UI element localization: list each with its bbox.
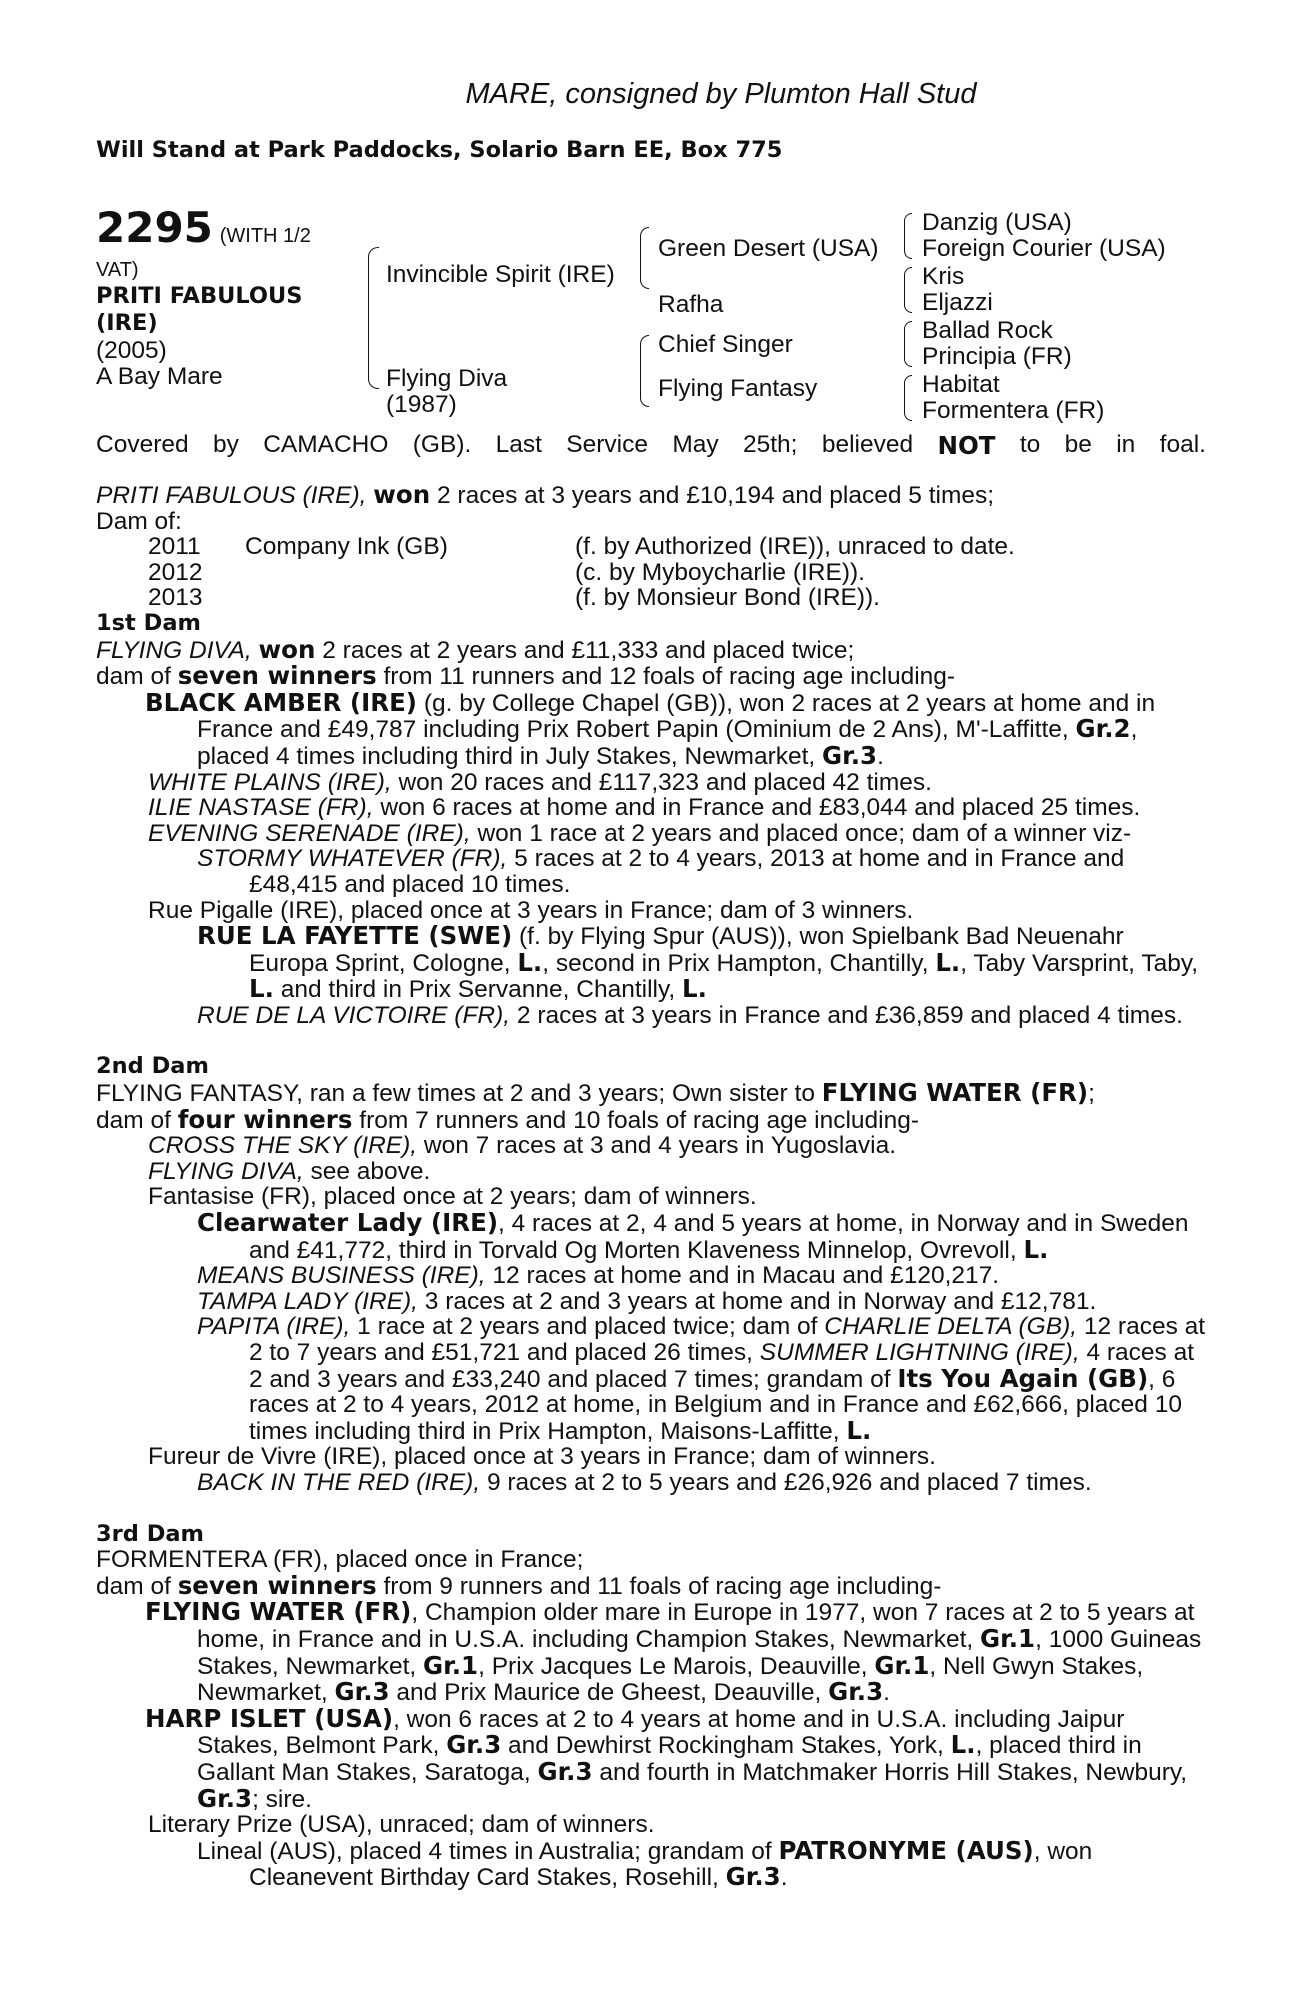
dam-of-label: Dam of: <box>96 507 182 535</box>
harp-islet-entry <box>96 1703 1206 1813</box>
second-dam-produce <box>96 1104 1206 1134</box>
vat-note-1: (WITH 1/2 <box>219 225 311 247</box>
third-dam-heading: 3rd Dam <box>96 1520 204 1547</box>
horse-name: CROSS THE SKY (IRE), <box>148 1132 418 1160</box>
won-label: won <box>373 480 431 509</box>
text: dam of <box>96 1106 178 1134</box>
mare-record-text: 2 races at 3 years and £10,194 and placed 5 times; <box>430 482 995 509</box>
covered-word: be <box>1064 431 1092 458</box>
winners-count: seven winners <box>177 1570 377 1600</box>
dam: Flying Diva <box>386 365 508 392</box>
covered-word: Service <box>566 431 648 458</box>
text: 3 races at 2 and 3 years at home and in Norway and £12,781. <box>418 1287 1097 1315</box>
brace-2b <box>640 335 649 407</box>
text: (f. by Flying Spur (AUS)), won Spielbank Bad Neuenahr Europa Sprint, Cologne, <box>249 923 1124 977</box>
sd-sire: Kris <box>922 263 965 290</box>
dam-year: (1987) <box>386 391 457 418</box>
pedigree-block <box>96 203 1206 457</box>
first-dam-produce <box>96 663 1206 690</box>
rue-la-fayette-entry <box>96 923 1206 1003</box>
sire: Invincible Spirit (IRE) <box>386 261 615 288</box>
rue-de-la-victoire-entry <box>96 1003 1206 1029</box>
lot-name-2: (IRE) <box>96 310 158 336</box>
horse-name: HARP ISLET (USA) <box>145 1703 394 1733</box>
text: 5 races at 2 to 4 years, 2013 at home and in France and £48,415 and placed 10 times. <box>249 845 1125 898</box>
mare-name: PRITI FABULOUS (IRE), <box>96 482 367 509</box>
listed: L. <box>1023 1234 1049 1264</box>
foal-year: 2011 <box>148 533 201 561</box>
text: see above. <box>303 1157 431 1185</box>
text: 9 races at 2 to 5 years and £26,926 and placed 7 times. <box>480 1468 1092 1496</box>
won-label: won <box>258 634 316 664</box>
covered-word: to <box>1019 431 1041 458</box>
evening-serenade-entry <box>96 821 1206 847</box>
literary-prize-entry: Literary Prize (USA), unraced; dam of winners. <box>148 1811 655 1839</box>
ds-dam: Principia (FR) <box>922 343 1072 370</box>
covered-word: believed <box>821 431 914 458</box>
horse-name: EVENING SERENADE (IRE), <box>148 819 471 847</box>
horse-name: FLYING WATER (FR) <box>145 1597 412 1627</box>
means-business-entry <box>96 1263 1206 1289</box>
foal-name <box>245 585 575 611</box>
horse-name: STORMY WHATEVER (FR), <box>197 845 508 873</box>
white-plains-entry <box>96 770 1206 796</box>
text: and third in Prix Servanne, Chantilly, <box>273 976 682 1004</box>
horse-name: Clearwater Lady (IRE) <box>197 1208 499 1238</box>
text: won 20 races and £117,323 and placed 42 times. <box>391 768 932 796</box>
lot-number: 2295 <box>96 203 213 252</box>
text: , Champion older mare in Europe in 1977, won 7 races at 2 to 5 years at home, in France and in U.S.A. including Champion Stakes, Newmarket, <box>197 1599 1195 1653</box>
horse-name: Its You Again (GB) <box>897 1363 1149 1393</box>
foal-year: 2012 <box>148 558 203 586</box>
covered-word: in <box>1116 431 1136 458</box>
text: 12 races at 2 to 7 years and £51,721 and placed 26 times, <box>249 1313 1206 1366</box>
brace-3b <box>904 267 912 313</box>
lineal-entry <box>96 1835 1206 1892</box>
dam-record: 2 races at 2 years and £11,333 and placed twice; <box>315 636 855 664</box>
first-dam-heading: 1st Dam <box>96 609 201 636</box>
consignment-line: MARE, consigned by Plumton Hall Stud <box>465 78 977 110</box>
listed: L. <box>517 947 543 977</box>
sire-dam: Rafha <box>658 291 724 318</box>
second-dam-intro <box>96 1080 1206 1107</box>
horse-name: PAPITA (IRE), <box>197 1313 351 1341</box>
text: (g. by College Chapel (GB)), won 2 races at 2 years at home and in France and £49,787 including Prix Robert Papin (Ominium de 2 Ans), M'-Laffitte, <box>197 689 1156 744</box>
horse-name: BLACK AMBER (IRE) <box>145 687 418 717</box>
text: 1 race at 2 years and placed twice; dam of <box>350 1313 825 1341</box>
listed: L. <box>682 974 707 1004</box>
covered-word: 25th; <box>742 431 798 458</box>
grade: Gr.3 <box>446 1730 502 1760</box>
foal-row <box>96 560 1206 586</box>
text: , Prix Jacques Le Marois, Deauville, <box>478 1652 875 1680</box>
grade: Gr.3 <box>725 1862 781 1892</box>
brace-3c <box>904 321 912 367</box>
vat-note-2: VAT) <box>96 259 139 281</box>
text: FLYING FANTASY, ran a few times at 2 and 3 years; Own sister to <box>96 1080 822 1108</box>
text: . <box>780 1864 788 1892</box>
sd-dam: Eljazzi <box>922 289 993 316</box>
horse-name: PATRONYME (AUS) <box>778 1835 1034 1865</box>
brace-3a <box>904 213 912 259</box>
stormy-whatever-entry <box>96 846 1206 897</box>
covered-word: CAMACHO <box>263 431 389 458</box>
dd-sire: Habitat <box>922 371 1000 398</box>
horse-name: RUE LA FAYETTE (SWE) <box>197 921 513 951</box>
horse-name: TAMPA LADY (IRE), <box>197 1287 418 1315</box>
text: . <box>877 742 884 770</box>
foals-list <box>96 534 1206 611</box>
foal-detail: (f. by Monsieur Bond (IRE)). <box>575 584 880 612</box>
lot-name-1: PRITI FABULOUS <box>96 283 303 309</box>
fureur-de-vivre-entry: Fureur de Vivre (IRE), placed once at 3 years in France; dam of winners. <box>148 1443 936 1471</box>
tampa-lady-entry <box>96 1289 1206 1315</box>
fantasise-entry: Fantasise (FR), placed once at 2 years; dam of winners. <box>148 1183 757 1211</box>
third-dam-intro: FORMENTERA (FR), placed once in France; <box>96 1546 584 1574</box>
listed: L. <box>249 974 274 1004</box>
dam-name: FLYING DIVA, <box>96 636 252 664</box>
text: 12 races at home and in Macau and £120,217. <box>485 1262 1000 1290</box>
text: 2 races at 3 years in France and £36,859 and placed 4 times. <box>510 1001 1183 1029</box>
grade: Gr.1 <box>423 1650 479 1680</box>
foal-detail: (c. by Myboycharlie (IRE)). <box>575 558 865 586</box>
covered-word: Last <box>495 431 542 458</box>
text: ; sire. <box>252 1785 312 1813</box>
horse-name: RUE DE LA VICTOIRE (FR), <box>197 1001 511 1029</box>
foal-year: 2013 <box>148 584 203 612</box>
text: dam of <box>96 663 178 691</box>
text: , 6 races at 2 to 4 years, 2012 at home, in Belgium and in France and £62,666, placed 10 times including third in Prix Hampton, Maisons-Laffitte, <box>249 1365 1182 1445</box>
ilie-nastase-entry <box>96 795 1206 821</box>
text: , 1000 Guineas Stakes, Newmarket, <box>197 1625 1202 1680</box>
text: 4 races at 2 and 3 years and £33,240 and placed 7 times; grandam of <box>249 1339 1195 1393</box>
dam-dam: Flying Fantasy <box>658 375 818 402</box>
grade: Gr.3 <box>334 1677 390 1707</box>
rue-pigalle-entry: Rue Pigalle (IRE), placed once at 3 years in France; dam of 3 winners. <box>148 896 914 924</box>
text: won 7 races at 3 and 4 years in Yugoslavia. <box>417 1132 897 1160</box>
text: , placed third in Gallant Man Stakes, Saratoga, <box>197 1732 1142 1786</box>
text: and fourth in Matchmaker Horris Hill Stakes, Newbury, <box>592 1758 1188 1786</box>
spacer <box>96 1028 1206 1054</box>
brace-1 <box>368 247 379 389</box>
flying-diva-entry <box>96 1159 1206 1185</box>
horse-name: BACK IN THE RED (IRE), <box>197 1468 481 1496</box>
lot-year: (2005) <box>96 337 167 364</box>
dd-dam: Formentera (FR) <box>922 397 1105 424</box>
horse-name: MEANS BUSINESS (IRE), <box>197 1262 486 1290</box>
foal-name <box>245 560 575 586</box>
listed: L. <box>950 1730 976 1760</box>
grade: Gr.3 <box>828 1677 884 1707</box>
text: won 6 races at home and in France and £83,044 and placed 25 times. <box>373 794 1141 822</box>
text: , Nell Gwyn Stakes, Newmarket, <box>197 1652 1144 1707</box>
stand-location: Will Stand at Park Paddocks, Solario Barn EE, Box 775 <box>96 137 783 163</box>
ss-dam: Foreign Courier (USA) <box>922 235 1166 262</box>
dam-sire: Chief Singer <box>658 331 793 358</box>
grade: Gr.1 <box>980 1623 1036 1653</box>
black-amber-entry <box>96 687 1206 770</box>
listed: L. <box>846 1415 872 1445</box>
text: from 9 runners and 11 foals of racing age including- <box>376 1572 942 1600</box>
third-dam-produce <box>96 1570 1206 1600</box>
covered-word: Covered <box>96 431 189 458</box>
foal-detail: (f. by Authorized (IRE)), unraced to date. <box>575 533 1015 561</box>
text: , Taby Varsprint, Taby, <box>960 949 1199 977</box>
grade: Gr.2 <box>1075 714 1131 744</box>
brace-3d <box>904 375 912 421</box>
sire-sire: Green Desert (USA) <box>658 235 879 262</box>
foal-row <box>96 534 1206 560</box>
text: from 7 runners and 10 foals of racing age including- <box>352 1106 920 1134</box>
text: won 1 race at 2 years and placed once; dam of a winner viz- <box>470 819 1132 847</box>
cross-the-sky-entry <box>96 1133 1206 1159</box>
flying-water-entry <box>96 1599 1206 1705</box>
clearwater-lady-entry <box>96 1210 1206 1263</box>
horse-name: SUMMER LIGHTNING (IRE), <box>759 1339 1080 1366</box>
covered-word: (GB). <box>412 431 472 458</box>
text: , won 6 races at 2 to 4 years at home and in U.S.A. including Jaipur Stakes, Belmont Park, <box>197 1705 1125 1760</box>
text: . <box>883 1679 890 1707</box>
horse-name: ILIE NASTASE (FR), <box>148 794 374 822</box>
horse-name: FLYING WATER (FR) <box>821 1078 1089 1108</box>
lot-description: A Bay Mare <box>96 363 223 390</box>
second-dam-heading: 2nd Dam <box>96 1053 209 1080</box>
grade: Gr.3 <box>197 1783 253 1813</box>
winners-count: four winners <box>177 1104 353 1134</box>
grade: Gr.3 <box>537 1756 593 1786</box>
text: Lineal (AUS), placed 4 times in Australia; grandam of <box>197 1837 779 1865</box>
papita-entry <box>96 1314 1206 1444</box>
lot-header <box>96 203 311 252</box>
grade: Gr.3 <box>822 740 878 770</box>
text: , placed 4 times including third in July Stakes, Newmarket, <box>197 716 1138 770</box>
text: and Dewhirst Rockingham Stakes, York, <box>501 1732 951 1760</box>
text: from 11 runners and 12 foals of racing age including- <box>376 663 956 691</box>
horse-name: WHITE PLAINS (IRE), <box>148 768 392 796</box>
covered-word-not: NOT <box>937 431 996 460</box>
first-dam-intro <box>96 634 1206 664</box>
text: ; <box>1088 1080 1095 1108</box>
catalogue-page <box>96 78 1206 1891</box>
brace-2a <box>640 227 649 289</box>
text: , won Cleanevent Birthday Card Stakes, Rosehill, <box>249 1837 1093 1892</box>
ds-sire: Ballad Rock <box>922 317 1053 344</box>
mare-record <box>96 482 1206 509</box>
covered-word: foal. <box>1159 431 1206 458</box>
covered-word: by <box>212 431 239 458</box>
foal-row <box>96 585 1206 611</box>
covered-word: May <box>672 431 719 458</box>
winners-count: seven winners <box>177 661 377 691</box>
foal-name: Company Ink (GB) <box>245 533 448 561</box>
ss-sire: Danzig (USA) <box>922 209 1072 236</box>
text: and Prix Maurice de Gheest, Deauville, <box>389 1679 829 1707</box>
spacer <box>96 1496 1206 1522</box>
text: , second in Prix Hampton, Chantilly, <box>542 949 936 977</box>
text: dam of <box>96 1572 178 1600</box>
horse-name: FLYING DIVA, <box>148 1157 304 1185</box>
back-in-the-red-entry <box>96 1470 1206 1496</box>
text: , 4 races at 2, 4 and 5 years at home, in Norway and in Sweden and £41,772, third in Torvald Og Morten Klaveness Minnelop, Ovrevoll, <box>249 1210 1189 1264</box>
grade: Gr.1 <box>874 1650 930 1680</box>
horse-name: CHARLIE DELTA (GB), <box>824 1313 1078 1341</box>
listed: L. <box>935 947 961 977</box>
